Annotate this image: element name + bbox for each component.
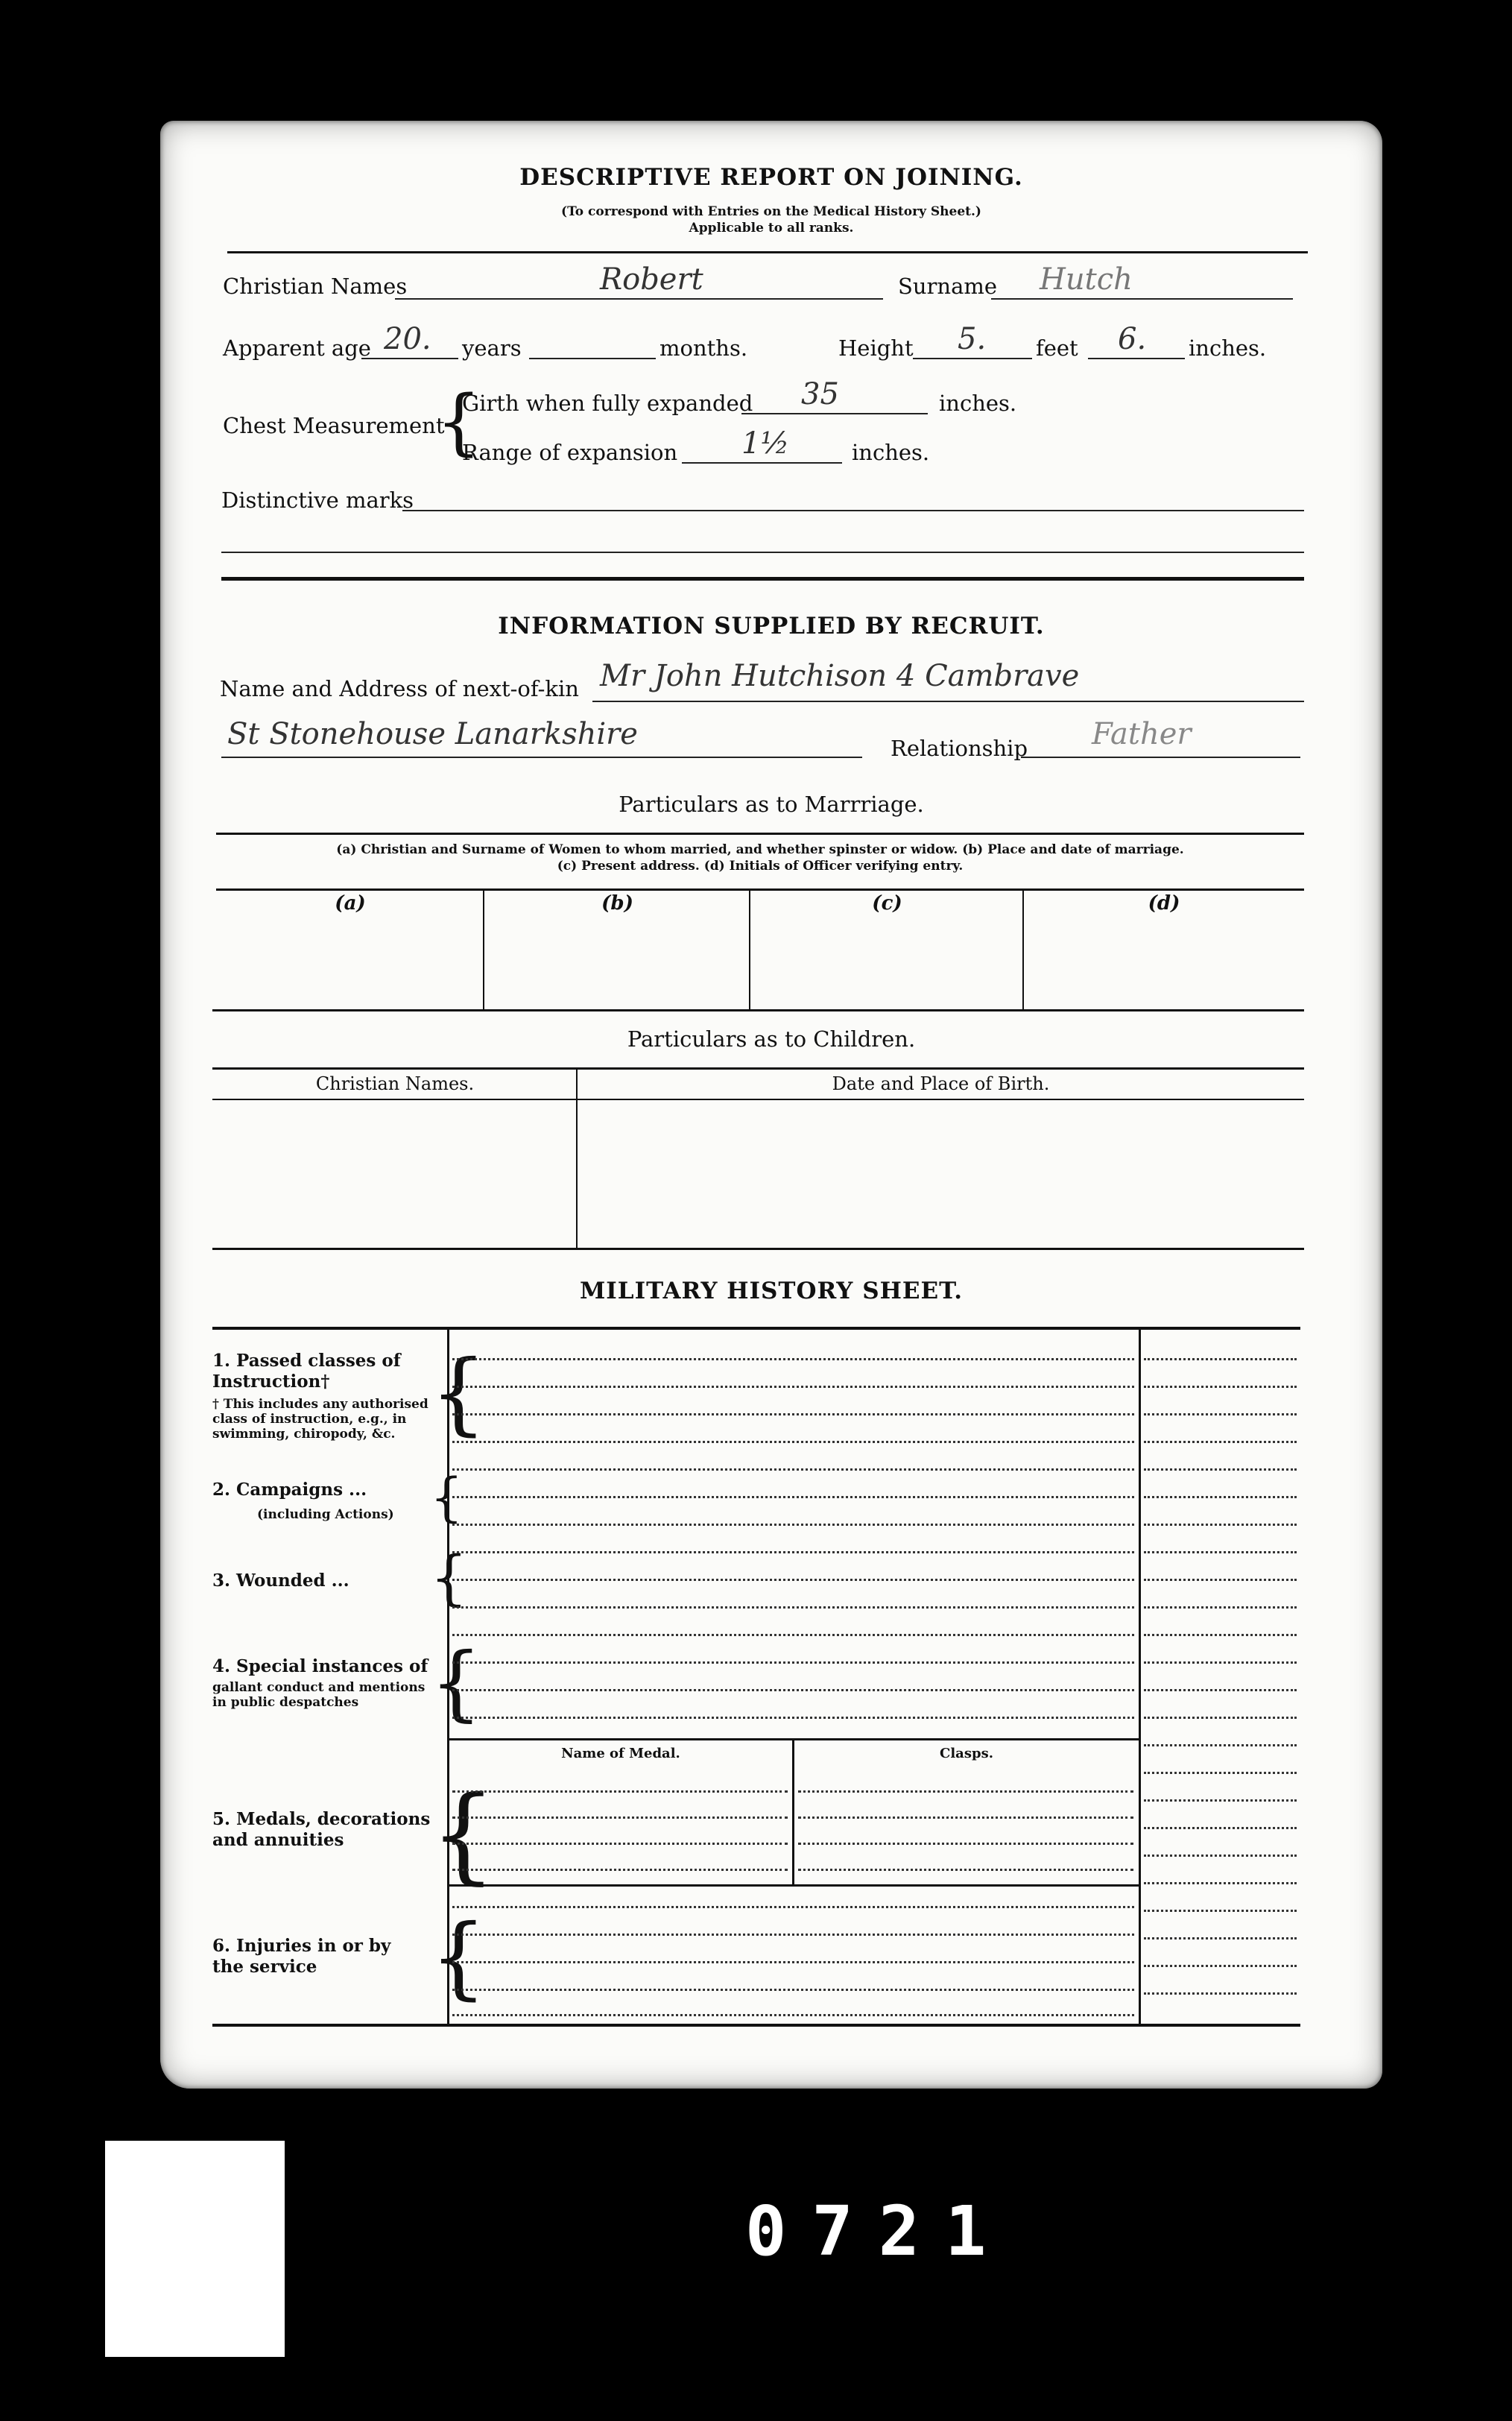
dotted-line — [452, 1496, 1134, 1498]
recruit-info-heading: INFORMATION SUPPLIED BY RECRUIT. — [498, 613, 1045, 640]
distinctive-marks-line-2 — [221, 552, 1304, 553]
dotted-line — [1144, 1827, 1297, 1829]
next-of-kin-value-2: St Stonehouse Lanarkshire — [227, 717, 638, 751]
inches-label: inches. — [1189, 335, 1267, 361]
dotted-line — [1144, 1524, 1297, 1526]
military-item-5 — [212, 1809, 436, 1851]
dotted-line — [452, 1634, 1134, 1636]
dotted-line — [452, 1524, 1134, 1526]
dotted-line — [1144, 1965, 1297, 1967]
marriage-top-rule — [216, 833, 1304, 835]
dotted-line — [452, 1906, 1134, 1908]
military-item-4-num: 4. — [212, 1656, 231, 1676]
marriage-divider-3 — [1022, 890, 1024, 1009]
dotted-line — [1144, 1689, 1297, 1691]
dotted-line — [1144, 1413, 1297, 1415]
military-item-5-label: Medals, decorations and annuities — [212, 1809, 431, 1850]
marriage-col-a: (a) — [335, 892, 366, 915]
dotted-line — [452, 1717, 1134, 1719]
children-header-rule — [212, 1099, 1304, 1100]
children-heading: Particulars as to Children. — [627, 1026, 916, 1052]
dotted-line — [452, 1358, 1134, 1360]
military-item-3 — [212, 1571, 436, 1591]
military-item-6-label: Injuries in or by the service — [212, 1936, 391, 1977]
dotted-line — [452, 1468, 1134, 1471]
dotted-line — [1144, 1772, 1297, 1774]
range-value: 1½ — [741, 426, 790, 461]
children-top-rule — [212, 1067, 1304, 1070]
marriage-bottom-rule — [212, 1009, 1304, 1011]
military-item-4 — [212, 1656, 436, 1677]
dotted-line — [452, 1579, 1134, 1581]
dotted-line — [1144, 1579, 1297, 1581]
military-item-4-label: Special instances of — [236, 1656, 428, 1676]
range-unit: inches. — [852, 440, 930, 465]
dotted-line — [452, 1606, 1134, 1609]
dotted-line — [1144, 1717, 1297, 1719]
marriage-col-c: (c) — [872, 892, 902, 915]
medal-table-divider — [792, 1738, 794, 1886]
military-item-3-label: Wounded ... — [236, 1571, 349, 1591]
next-of-kin-label: Name and Address of next-of-kin — [220, 676, 579, 701]
chest-label: Chest Measurement — [223, 413, 445, 438]
height-inches-line — [1088, 358, 1185, 359]
item-5-brace: { — [430, 1774, 497, 1896]
military-top-rule — [212, 1327, 1300, 1330]
dotted-line — [1144, 1468, 1297, 1471]
military-item-3-num: 3. — [212, 1571, 231, 1591]
next-of-kin-value-1: Mr John Hutchison 4 Cambrave — [600, 659, 1080, 693]
dotted-line — [452, 2014, 1134, 2016]
dotted-line — [798, 1843, 1133, 1845]
military-item-2-note: (including Actions) — [257, 1507, 394, 1522]
item-3-brace: { — [430, 1543, 468, 1612]
dotted-line — [1144, 1937, 1297, 1939]
military-item-4-note: gallant conduct and mentions in public despatches — [212, 1680, 426, 1710]
dotted-line — [1144, 1358, 1297, 1360]
height-label: Height — [838, 335, 914, 361]
girth-unit: inches. — [939, 391, 1017, 416]
dotted-line — [1144, 1386, 1297, 1388]
marriage-col-d: (d) — [1148, 892, 1180, 915]
dotted-line — [798, 1816, 1133, 1819]
dotted-line — [452, 1934, 1134, 1936]
dotted-line — [1144, 1882, 1297, 1884]
military-bottom-rule — [212, 2024, 1300, 2027]
item-4-brace: { — [430, 1635, 482, 1730]
marriage-divider-1 — [483, 890, 484, 1009]
dotted-line — [1144, 1855, 1297, 1857]
chest-brace: { — [436, 380, 482, 464]
christian-names-value: Robert — [600, 262, 703, 297]
military-item-5-num: 5. — [212, 1809, 231, 1829]
dotted-line — [452, 1386, 1134, 1388]
children-bottom-rule — [212, 1248, 1304, 1250]
children-col-names: Christian Names. — [315, 1073, 475, 1094]
military-item-2-label: Campaigns ... — [236, 1480, 367, 1500]
form-title: DESCRIPTIVE REPORT ON JOINING. — [519, 164, 1023, 191]
dotted-line — [452, 1843, 788, 1845]
relationship-value: Father — [1092, 717, 1192, 751]
item-2-brace: { — [430, 1467, 464, 1528]
dotted-line — [452, 1441, 1134, 1443]
surname-value: Hutch — [1040, 262, 1133, 297]
section-divider — [221, 577, 1304, 581]
blank-stamp-area — [105, 2141, 285, 2357]
dotted-line — [452, 1689, 1134, 1691]
height-feet-value: 5. — [958, 322, 987, 356]
height-feet-line — [913, 358, 1032, 359]
children-divider — [576, 1069, 578, 1249]
girth-value: 35 — [801, 377, 839, 411]
medal-col-header: Name of Medal. — [561, 1746, 680, 1761]
years-label: years — [462, 335, 522, 361]
dotted-line — [1144, 1441, 1297, 1443]
dotted-line — [452, 1413, 1134, 1415]
dotted-line — [452, 1551, 1134, 1553]
dotted-line — [1144, 1661, 1297, 1664]
relationship-line — [1021, 757, 1300, 758]
medal-table-bottom — [447, 1884, 1140, 1887]
christian-names-line — [395, 298, 883, 300]
military-item-2 — [212, 1480, 436, 1500]
military-history-heading: MILITARY HISTORY SHEET. — [579, 1278, 964, 1304]
girth-label: Girth when fully expanded — [462, 391, 753, 416]
dotted-line — [452, 1989, 1134, 1991]
dotted-line — [452, 1661, 1134, 1664]
dotted-line — [452, 1869, 788, 1871]
dotted-line — [1144, 1496, 1297, 1498]
range-line — [682, 462, 842, 464]
marriage-col-b: (b) — [601, 892, 633, 915]
dotted-line — [452, 1816, 788, 1819]
dotted-line — [1144, 1992, 1297, 1995]
military-item-1-num: 1. — [212, 1351, 231, 1371]
marriage-heading: Particulars as to Marrriage. — [619, 792, 924, 817]
months-label: months. — [659, 335, 748, 361]
dotted-line — [1144, 1910, 1297, 1912]
range-label: Range of expansion — [462, 440, 678, 465]
marriage-note-2: (c) Present address. (d) Initials of Officer verifying entry. — [557, 859, 964, 874]
military-item-1 — [212, 1351, 428, 1392]
form-applicability: Applicable to all ranks. — [689, 221, 854, 236]
relationship-label: Relationship — [891, 736, 1028, 761]
military-item-6 — [212, 1936, 414, 1977]
marriage-header-rule — [216, 888, 1304, 891]
page-number: 0721 — [745, 2191, 1012, 2271]
dotted-line — [1144, 1606, 1297, 1609]
military-item-2-num: 2. — [212, 1480, 231, 1500]
months-line — [529, 358, 656, 359]
military-item-6-num: 6. — [212, 1936, 231, 1956]
next-of-kin-line-2 — [221, 757, 862, 758]
distinctive-marks-label: Distinctive marks — [221, 487, 414, 513]
dotted-line — [1144, 1799, 1297, 1802]
item-1-brace: { — [430, 1342, 487, 1445]
military-divider-right — [1139, 1328, 1141, 2025]
feet-label: feet — [1036, 335, 1078, 361]
next-of-kin-line — [592, 701, 1304, 702]
form-subtitle: (To correspond with Entries on the Medical History Sheet.) — [561, 204, 981, 219]
height-inches-value: 6. — [1118, 322, 1147, 356]
dotted-line — [452, 1790, 788, 1793]
dotted-line — [1144, 1551, 1297, 1553]
surname-label: Surname — [898, 274, 998, 299]
age-value: 20. — [384, 322, 431, 356]
dotted-line — [1144, 1744, 1297, 1746]
marriage-note-1: (a) Christian and Surname of Women to whom married, and whether spinster or widow. (b) Place and date of marriage. — [336, 842, 1184, 857]
marriage-divider-2 — [749, 890, 750, 1009]
divider — [227, 251, 1308, 253]
christian-names-label: Christian Names — [223, 274, 408, 299]
age-line — [361, 358, 458, 359]
form-page — [160, 121, 1382, 2089]
surname-line — [991, 298, 1293, 300]
girth-line — [741, 413, 928, 414]
apparent-age-label: Apparent age — [223, 335, 371, 361]
children-col-birth: Date and Place of Birth. — [832, 1073, 1050, 1094]
distinctive-marks-line — [402, 510, 1304, 511]
military-item-1-label: Passed classes of Instruction† — [212, 1351, 401, 1392]
dotted-line — [798, 1869, 1133, 1871]
military-item-1-note: † This includes any authorised class of instruction, e.g., in swimming, chiropody, &c. — [212, 1397, 428, 1442]
item-6-brace: { — [430, 1906, 487, 2010]
clasps-col-header: Clasps. — [940, 1746, 993, 1761]
dotted-line — [1144, 1634, 1297, 1636]
dotted-line — [798, 1790, 1133, 1793]
dotted-line — [452, 1961, 1134, 1963]
